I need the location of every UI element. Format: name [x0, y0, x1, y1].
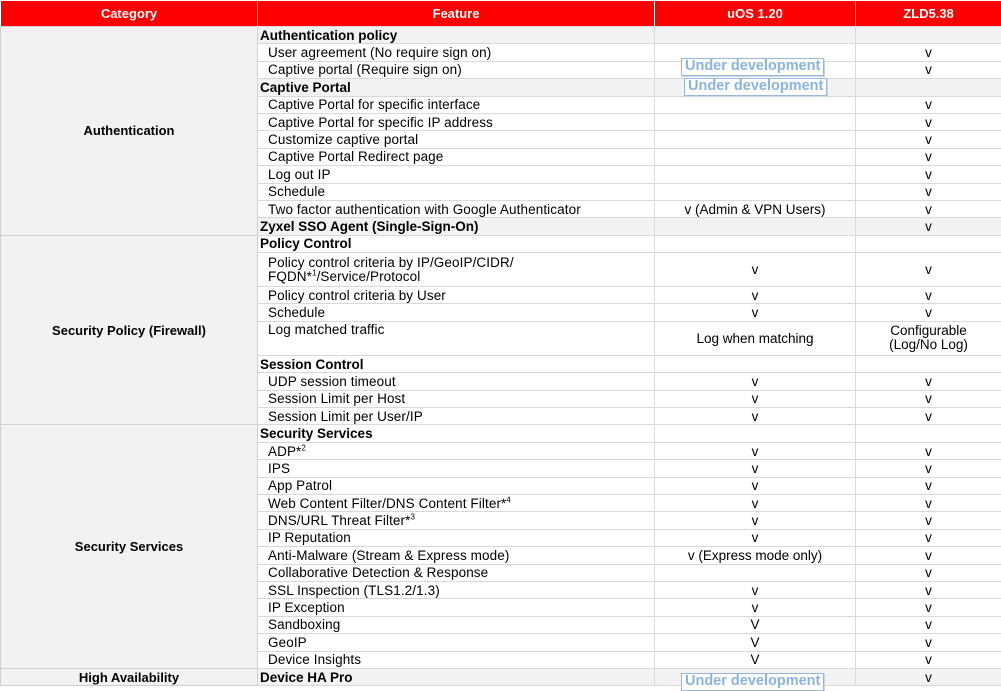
uos-value: v: [655, 390, 856, 407]
group-header: Zyxel SSO Agent (Single-Sign-On): [258, 218, 655, 235]
uos-value: v: [655, 477, 856, 494]
zld-value: [856, 425, 1001, 442]
uos-value: [655, 96, 856, 113]
feature-text: ADP*: [268, 444, 301, 459]
feature-line: /Service/Protocol: [317, 269, 421, 284]
feature-text: DNS/URL Threat Filter*: [268, 513, 411, 528]
zld-value: v: [856, 616, 1001, 633]
header-category: Category: [1, 1, 258, 27]
zld-line: (Log/No Log): [889, 337, 968, 352]
zld-value: [856, 355, 1001, 372]
header-uos: uOS 1.20: [655, 1, 856, 27]
uos-value: v: [655, 512, 856, 529]
uos-value: [655, 113, 856, 130]
zld-value: v: [856, 668, 1001, 685]
zld-line: Configurable: [890, 323, 967, 338]
zld-value: v: [856, 651, 1001, 668]
zld-value: v: [856, 477, 1001, 494]
feature-cell: [258, 494, 655, 511]
zld-value: v: [856, 634, 1001, 651]
zld-value: v: [856, 460, 1001, 477]
zld-value: v: [856, 390, 1001, 407]
uos-value: V: [655, 634, 856, 651]
table-row: [1, 235, 1001, 252]
uos-value: [655, 564, 856, 581]
zld-value: v: [856, 61, 1001, 78]
zld-value: v: [856, 218, 1001, 235]
uos-value: V: [655, 651, 856, 668]
zld-value: v: [856, 599, 1001, 616]
zld-value: v: [856, 529, 1001, 546]
category-high-availability: High Availability: [1, 668, 258, 685]
feature-cell: Session Limit per Host: [258, 390, 655, 407]
header-feature: Feature: [258, 1, 655, 27]
feature-cell: Schedule: [258, 183, 655, 200]
zld-value: v: [856, 494, 1001, 511]
uos-value: v: [655, 287, 856, 304]
table-row: [1, 425, 1001, 442]
uos-value: v: [655, 599, 856, 616]
uos-value: [655, 218, 856, 235]
uos-value: Log when matching: [655, 321, 856, 355]
zld-value: v: [856, 408, 1001, 425]
feature-cell: Two factor authentication with Google Authenticator: [258, 200, 655, 217]
uos-value: v: [655, 373, 856, 390]
uos-value: [655, 166, 856, 183]
uos-value: [655, 355, 856, 372]
uos-value: V: [655, 616, 856, 633]
group-header: Session Control: [258, 355, 655, 372]
header-zld: ZLD5.38: [856, 1, 1001, 27]
feature-cell: Schedule: [258, 304, 655, 321]
uos-value: [655, 425, 856, 442]
feature-cell: App Patrol: [258, 477, 655, 494]
uos-value: [655, 27, 856, 44]
feature-cell: User agreement (No require sign on): [258, 44, 655, 61]
feature-line: FQDN*: [268, 269, 312, 284]
zld-value: v: [856, 442, 1001, 459]
uos-value: v: [655, 581, 856, 598]
zld-value: v: [856, 287, 1001, 304]
footnote-marker: 1: [312, 268, 317, 277]
group-header: Device HA Pro: [258, 668, 655, 685]
uos-value: v: [655, 253, 856, 287]
zld-value: v: [856, 564, 1001, 581]
uos-value: [655, 235, 856, 252]
feature-cell: IPS: [258, 460, 655, 477]
feature-cell: Anti-Malware (Stream & Express mode): [258, 547, 655, 564]
feature-cell: IP Exception: [258, 599, 655, 616]
uos-value: v: [655, 529, 856, 546]
feature-cell: Customize captive portal: [258, 131, 655, 148]
feature-cell: Session Limit per User/IP: [258, 408, 655, 425]
uos-value: v: [655, 304, 856, 321]
feature-cell: SSL Inspection (TLS1.2/1.3): [258, 581, 655, 598]
feature-cell: Captive Portal for specific IP address: [258, 113, 655, 130]
uos-value: v: [655, 408, 856, 425]
group-header: Captive Portal: [258, 79, 655, 96]
footnote-marker: 2: [301, 443, 306, 452]
feature-cell: Captive Portal Redirect page: [258, 148, 655, 165]
uos-value: v: [655, 442, 856, 459]
feature-cell: Policy control criteria by User: [258, 287, 655, 304]
category-authentication: Authentication: [1, 27, 258, 236]
group-header: Authentication policy: [258, 27, 655, 44]
uos-value: [655, 148, 856, 165]
feature-cell: Device Insights: [258, 651, 655, 668]
group-header: Policy Control: [258, 235, 655, 252]
feature-cell: [258, 253, 655, 287]
feature-cell: Sandboxing: [258, 616, 655, 633]
zld-value: v: [856, 113, 1001, 130]
feature-cell: Log matched traffic: [258, 321, 655, 355]
feature-cell: [258, 512, 655, 529]
uos-value: v (Express mode only): [655, 547, 856, 564]
zld-value: v: [856, 166, 1001, 183]
zld-value: v: [856, 200, 1001, 217]
zld-value: v: [856, 581, 1001, 598]
zld-value: [856, 321, 1001, 355]
under-development-stamp: Under development: [684, 78, 827, 96]
under-development-stamp: Under development: [681, 673, 824, 691]
zld-value: v: [856, 253, 1001, 287]
zld-value: v: [856, 131, 1001, 148]
group-header: Security Services: [258, 425, 655, 442]
category-firewall: Security Policy (Firewall): [1, 235, 258, 425]
zld-value: v: [856, 547, 1001, 564]
feature-cell: GeoIP: [258, 634, 655, 651]
feature-cell: IP Reputation: [258, 529, 655, 546]
zld-value: v: [856, 373, 1001, 390]
feature-cell: Captive Portal for specific interface: [258, 96, 655, 113]
zld-value: v: [856, 148, 1001, 165]
footnote-marker: 4: [506, 495, 511, 504]
uos-value: v: [655, 494, 856, 511]
table-row: [1, 27, 1001, 44]
feature-cell: Log out IP: [258, 166, 655, 183]
feature-cell: UDP session timeout: [258, 373, 655, 390]
zld-value: v: [856, 44, 1001, 61]
category-security-services: Security Services: [1, 425, 258, 668]
under-development-stamp: Under development: [681, 58, 824, 76]
zld-value: [856, 79, 1001, 96]
zld-value: v: [856, 183, 1001, 200]
uos-value: [655, 131, 856, 148]
zld-value: [856, 27, 1001, 44]
feature-cell: Captive portal (Require sign on): [258, 61, 655, 78]
table-row: [1, 668, 1001, 685]
zld-value: v: [856, 512, 1001, 529]
feature-cell: Collaborative Detection & Response: [258, 564, 655, 581]
zld-value: v: [856, 304, 1001, 321]
zld-value: v: [856, 96, 1001, 113]
uos-value: v: [655, 460, 856, 477]
zld-value: [856, 235, 1001, 252]
header-row: [1, 1, 1001, 27]
uos-value: v (Admin & VPN Users): [655, 200, 856, 217]
uos-value: [655, 183, 856, 200]
feature-line: Policy control criteria by IP/GeoIP/CIDR/: [268, 255, 514, 270]
feature-text: Web Content Filter/DNS Content Filter*: [268, 496, 506, 511]
feature-cell: [258, 442, 655, 459]
footnote-marker: 3: [411, 513, 416, 522]
